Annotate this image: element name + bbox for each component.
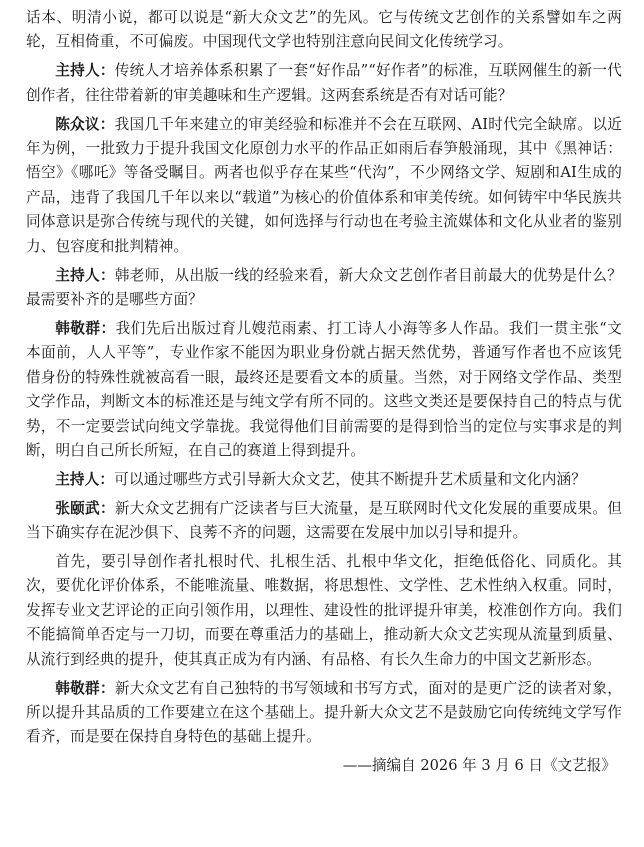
speaker-label: 张颐武： — [55, 499, 115, 517]
article-paragraph-host-question-1 — [26, 59, 622, 108]
speaker-label: 主持人： — [55, 62, 115, 80]
paragraph-text: 可以通过哪些方式引导新大众文艺，使其不断提升艺术质量和文化内涵？ — [114, 470, 586, 488]
article-paragraph-chen-answer — [26, 113, 622, 259]
paragraph-text: 我们先后出版过育儿嫂范雨素、打工诗人小海等多人作品。我们一贯主张“文本面前，人人平等”，专业作家不能因为职业身份就占据天然优势，普通写作者也不应该凭借身份的特殊性就被高看一眼，最终还是要看文本的质量。当然，对于网络文学作品、类型文学作品，判断文本的标准还是与纯文学有所不同的。这些文类还是要保持自己的特点与优势，不一定要尝试向纯文学靠拢。我觉得他们目前需要的是得到恰当的定位与实事求是的判断，明白自己所长所短，在自己的赛道上得到提升。 — [26, 319, 622, 459]
paragraph-text: 传统人才培养体系积累了一套“好作品”“好作者”的标准，互联网催生的新一代创作者，往往带着新的审美趣味和生产逻辑。这两套系统是否有对话可能？ — [26, 62, 622, 104]
speaker-label: 主持人： — [55, 470, 115, 488]
paragraph-text: 话本、明清小说，都可以说是“新大众文艺”的先风。它与传统文艺创作的关系譬如车之两轮，互相倚重，不可偏废。中国现代文学也特别注意向民间文化传统学习。 — [26, 9, 622, 51]
article-paragraph-han-answer-1 — [26, 317, 622, 463]
article-source-citation: ——摘编自 2026 年 3 月 6 日《文艺报》 — [342, 757, 616, 775]
speaker-label: 韩敬群： — [55, 679, 115, 697]
paragraph-text: 新大众文艺有自己独特的书写领域和书写方式，面对的是更广泛的读者对象，所以提升其品质的工作要建立在这个基础上。提升新大众文艺不是鼓励它向传统纯文学写作看齐，而是要在保持自身特色的基础上提升。 — [26, 679, 622, 746]
article-paragraph-zhang-answer — [26, 497, 622, 546]
paragraph-text: 我国几千年来建立的审美经验和标准并不会在互联网、AI时代完全缺席。以近年为例，一批致力于提升我国文化原创力水平的作品正如雨后春笋般涌现，其中《黑神话：悟空》《哪吒》等备受瞩目。两者也似乎存在某些“代沟”，不少网络文学、短剧和AI生成的产品，违背了我国几千年以来以“载道”为核心的价值体系和审美传统。如何铸牢中华民族共同体意识是弥合传统与现代的关键，如何选择与行动也在考验主流媒体和文化从业者的鉴别力、包容度和批判精神。 — [26, 115, 622, 255]
article-paragraph-zhang-continued — [26, 550, 622, 672]
speaker-label: 韩敬群： — [55, 319, 116, 337]
paragraph-text: 新大众文艺拥有广泛读者与巨大流量，是互联网时代文化发展的重要成果。但当下确实存在泥沙俱下、良莠不齐的问题，这需要在发展中加以引导和提升。 — [26, 499, 622, 542]
speaker-label: 陈众议： — [55, 115, 115, 133]
paragraph-text: 韩老师，从出版一线的经验来看，新大众文艺创作者目前最大的优势是什么？最需要补齐的是哪些方面？ — [26, 266, 622, 308]
article-paragraph-host-question-3 — [26, 468, 622, 492]
article-paragraph-intro — [26, 6, 622, 55]
paragraph-text: 首先，要引导创作者扎根时代、扎根生活、扎根中华文化，拒绝低俗化、同质化。其次，要优化评价体系，不能唯流量、唯数据，将思想性、文学性、艺术性纳入权重。同时，发挥专业文艺评论的正向引领作用，以理性、建设性的批评提升审美，校准创作方向。我们不能搞简单否定与一刀切，而要在尊重活力的基础上，推动新大众文艺实现从流量到质量、从流行到经典的提升，使其真正成为有内涵、有品格、有长久生命力的中国文艺新形态。 — [26, 553, 622, 668]
speaker-label: 主持人： — [55, 266, 115, 284]
article-paragraph-host-question-2 — [26, 264, 622, 313]
article-paragraph-han-answer-2 — [26, 677, 622, 750]
